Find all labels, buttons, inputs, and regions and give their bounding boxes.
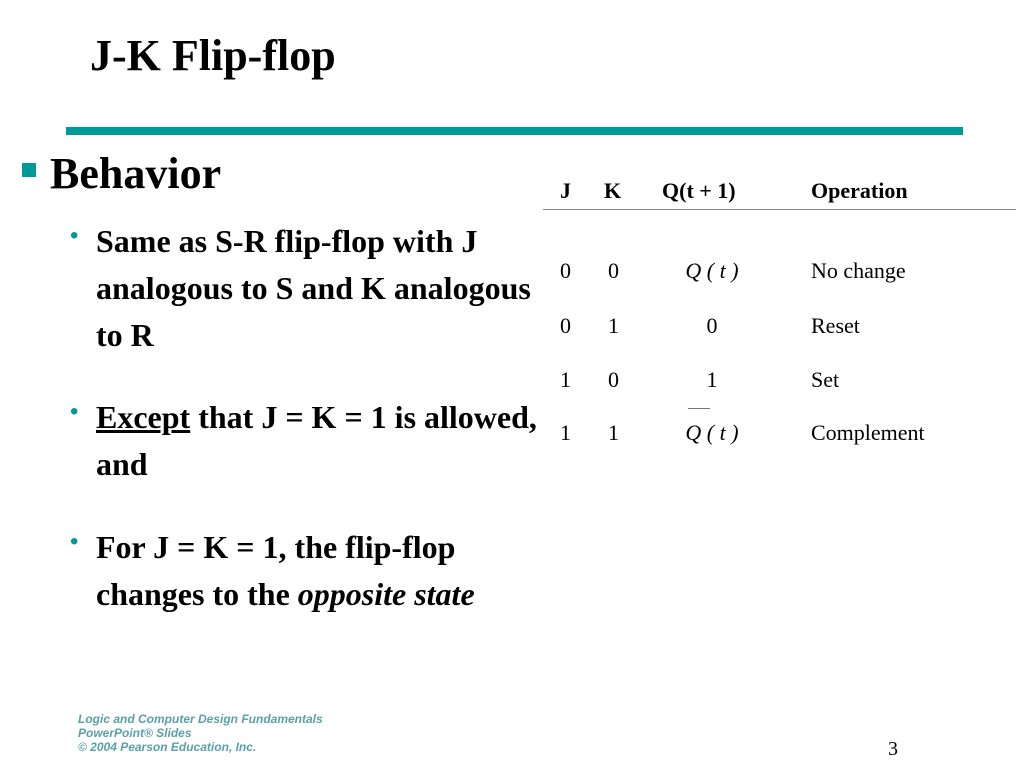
cell-operation: Set (811, 367, 840, 392)
footer-line: Logic and Computer Design Fundamentals (78, 712, 323, 726)
cell-j: 1 (560, 367, 571, 392)
cell-q-next: 0 (706, 313, 718, 338)
bullet-text (96, 524, 556, 618)
cell-q-next: Q ( t ) (685, 420, 739, 445)
cell-k: 1 (608, 420, 619, 445)
publisher-logo (78, 712, 323, 754)
emphasis-italic: opposite state (297, 576, 475, 612)
complement-overbar (688, 408, 710, 409)
cell-k: 0 (608, 367, 619, 392)
square-bullet-icon (22, 163, 36, 177)
bullet-dot-icon: • (70, 222, 79, 249)
emphasis-underline: Except (96, 399, 191, 435)
bullet-text-plain: For J = K = 1, the flip-flop changes to the (96, 529, 456, 612)
header-k: K (604, 178, 622, 203)
cell-j: 1 (560, 420, 571, 445)
cell-operation: Complement (811, 420, 925, 445)
bullet-dot-icon: • (70, 528, 79, 555)
cell-q-next: Q ( t ) (685, 258, 739, 283)
section-heading: Behavior (50, 149, 222, 198)
page-number: 3 (888, 738, 898, 760)
bullet-dot-icon: • (70, 398, 79, 425)
header-operation: Operation (811, 178, 908, 203)
footer-line: © 2004 Pearson Education, Inc. (78, 740, 257, 754)
header-rule (543, 209, 1016, 210)
cell-j: 0 (560, 313, 571, 338)
cell-operation: Reset (811, 313, 860, 338)
title-underline (66, 127, 963, 135)
header-q-next: Q(t + 1) (662, 178, 736, 203)
cell-k: 1 (608, 313, 619, 338)
bullet-text (96, 394, 556, 488)
slide-title: J-K Flip-flop (90, 31, 336, 80)
cell-j: 0 (560, 258, 571, 283)
cell-q-next: 1 (706, 367, 718, 392)
cell-k: 0 (608, 258, 619, 283)
header-j: J (560, 178, 571, 203)
bullet-text: Same as S-R flip-flop with J analogous to S and K analogous to R (96, 223, 531, 353)
cell-operation: No change (811, 258, 906, 283)
bullet-text-rest: that J = K = 1 is allowed, and (96, 399, 537, 482)
footer-line: PowerPoint® Slides (78, 726, 192, 740)
